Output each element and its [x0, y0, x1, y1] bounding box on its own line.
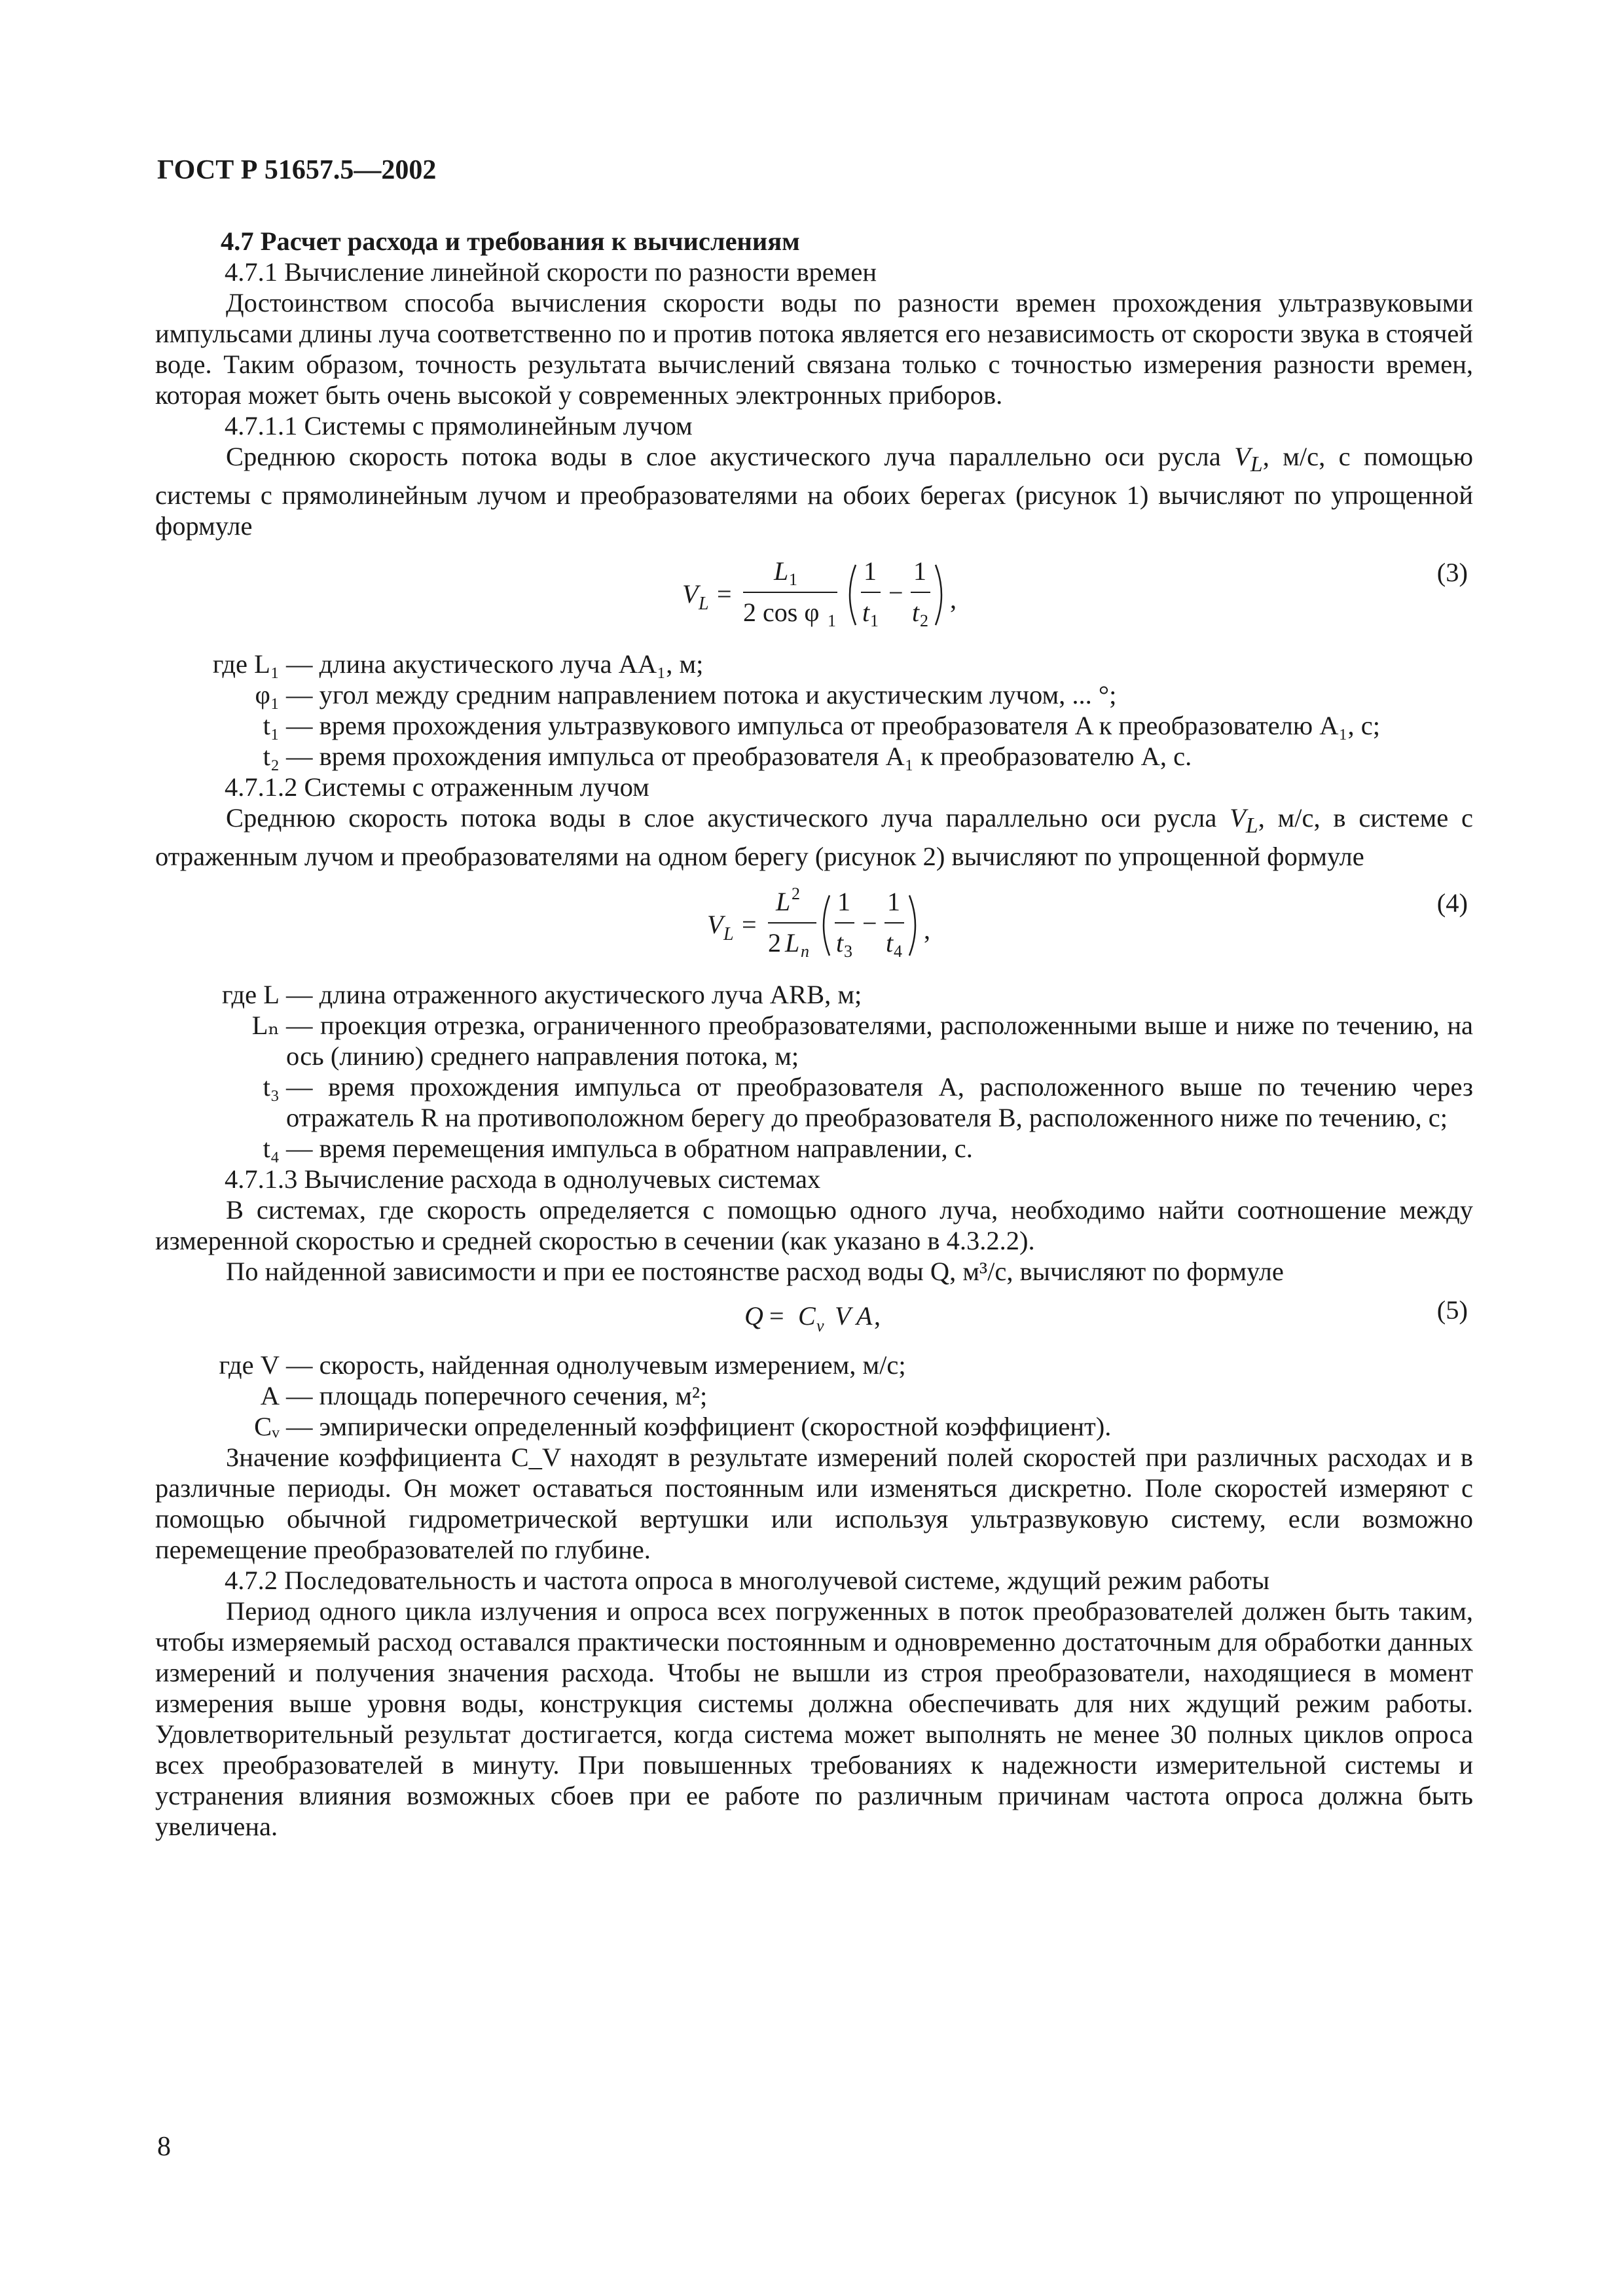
- legend-row: [155, 1411, 1473, 1442]
- formula-5: [155, 1287, 1473, 1350]
- legend-description: — время прохождения ультразвукового импульса от преобразователя A к преобразователю A₁, с;: [286, 711, 1381, 741]
- svg-text:1: 1: [789, 570, 797, 590]
- svg-text:=: =: [717, 579, 732, 609]
- svg-text:,: ,: [874, 1301, 881, 1331]
- legend-description: — проекция отрезка, ограниченного преобразователями, расположенными выше и ниже по течению, на ось (линию) среднего направления потока, м;: [286, 1011, 1473, 1071]
- legend-description: — длина акустического луча AA₁, м;: [286, 649, 704, 679]
- formula-3-legend: [155, 649, 1473, 772]
- svg-text:1: 1: [828, 611, 836, 631]
- formula-5-legend: [155, 1350, 1473, 1442]
- section-4-7-1-3-paragraph-1: В системах, где скорость определяется с помощью одного луча, необходимо найти соотношение между измеренной скоростью и средней скоростью в сечении (как указано в 4.3.2.2).: [155, 1195, 1473, 1256]
- legend-symbol: где V: [219, 1350, 280, 1380]
- document-body: [155, 226, 1473, 1842]
- legend-description: — эмпирически определенный коэффициент (скоростной коэффициент).: [286, 1412, 1112, 1442]
- section-4-7-2-paragraph: Период одного цикла излучения и опроса всех погруженных в поток преобразователей должен быть таким, чтобы измеряемый расход оставался практически постоянным и одновременно достаточным для обработки данных измерений и получения значения расхода. Чтобы не вышли из строя преобразователи, находящиеся в момент измерения выше уровня воды, конструкция системы должна обеспечивать для них ждущий режим работы. Удовлетворительный результат достигается, когда система может выполнять не менее 30 полных циклов опроса всех преобразователей в минуту. При повышенных требованиях к надежности измерительной системы и устранения влияния возможных сбоев при ее работе по различным причинам частота опроса должна быть увеличена.: [155, 1596, 1473, 1842]
- formula-4-legend: [155, 979, 1473, 1164]
- svg-text:2 cos φ: 2 cos φ: [743, 598, 820, 628]
- svg-text:1: 1: [870, 611, 879, 631]
- legend-description: — угол между средним направлением потока и акустическим лучом, ... °;: [286, 680, 1117, 710]
- svg-text:,: ,: [924, 915, 930, 945]
- svg-text:4: 4: [894, 942, 902, 961]
- legend-row: [155, 979, 1473, 1010]
- section-4-7-1-2-title: 4.7.1.2 Системы с отраженным лучом: [225, 772, 649, 802]
- svg-text:=: =: [769, 1301, 784, 1331]
- svg-text:1: 1: [913, 556, 926, 586]
- legend-symbol: t₄: [263, 1134, 280, 1164]
- svg-text:1: 1: [837, 887, 850, 917]
- svg-text:V: V: [682, 579, 699, 609]
- svg-text:2: 2: [792, 884, 800, 904]
- section-4-7-1-1-paragraph: Среднюю скорость потока воды в слое акустического луча параллельно оси русла $V_L$, м/с, с помощью системы с прямолинейным лучом и преобразователями на обоих берегах (рисунок 1) вычисляют по упрощенной формуле: [155, 442, 1474, 541]
- legend-symbol: Lₙ: [251, 1011, 280, 1041]
- svg-text:t: t: [886, 928, 894, 958]
- svg-text:,: ,: [950, 584, 957, 615]
- formula-4-graphic: [155, 874, 1473, 979]
- legend-row: [155, 649, 1473, 679]
- svg-text:L: L: [785, 928, 800, 958]
- svg-text:2: 2: [768, 928, 781, 958]
- formula-4-number: (4): [1436, 888, 1468, 918]
- legend-symbol: t₁: [263, 711, 280, 741]
- legend-row: [155, 1071, 1473, 1133]
- legend-description: — длина отраженного акустического луча ARB, м;: [286, 980, 862, 1010]
- svg-text:L: L: [774, 556, 789, 586]
- section-4-7-1-paragraph: Достоинством способа вычисления скорости воды по разности времен прохождения ультразвуковыми импульсами длины луча соответственно по и против потока является его независимость от скорости звука в стоячей воде. Таким образом, точность результата вычислений связана только с точностью измерения разности времен, которая может быть очень высокой у современных электронных приборов.: [155, 288, 1473, 410]
- svg-text:L: L: [699, 594, 709, 615]
- legend-row: [155, 1380, 1473, 1411]
- svg-text:C: C: [798, 1301, 816, 1331]
- formula-3-number: (3): [1436, 558, 1468, 588]
- section-4-7-1-3-paragraph-2: По найденной зависимости и при ее постоянстве расход воды Q, м³/с, вычисляют по формуле: [226, 1257, 1284, 1287]
- section-4-7-1-2-paragraph: Среднюю скорость потока воды в слое акустического луча параллельно оси русла $V_L$, м/с, в системе с отраженным лучом и преобразователями на одном берегу (рисунок 2) вычисляют по упрощенной формуле: [155, 803, 1473, 872]
- svg-text:L: L: [776, 887, 791, 917]
- svg-text:3: 3: [844, 942, 852, 961]
- legend-symbol: t₂: [263, 742, 280, 772]
- legend-symbol: Cᵥ: [254, 1412, 280, 1442]
- legend-symbol: φ₁: [255, 680, 280, 710]
- svg-text:=: =: [742, 910, 757, 940]
- legend-symbol: A: [260, 1381, 280, 1411]
- svg-text:1: 1: [864, 556, 877, 586]
- formula-5-graphic: [155, 1287, 1473, 1350]
- legend-symbol: где L: [221, 980, 280, 1010]
- svg-text:Q: Q: [744, 1301, 763, 1331]
- svg-text:t: t: [836, 928, 844, 958]
- legend-description: — площадь поперечного сечения, м²;: [286, 1381, 708, 1411]
- legend-description: — время прохождения импульса от преобразователя A₁ к преобразователю A, с.: [286, 742, 1192, 772]
- document-header: ГОСТ Р 51657.5—2002: [157, 155, 437, 185]
- svg-text:V A: V A: [835, 1301, 873, 1331]
- legend-symbol: t₃: [263, 1072, 280, 1102]
- formula-3: [155, 544, 1473, 649]
- svg-text:2: 2: [920, 611, 928, 631]
- legend-row: [155, 679, 1473, 710]
- legend-row: [155, 741, 1473, 772]
- legend-description: — скорость, найденная однолучевым измерением, м/с;: [286, 1350, 906, 1380]
- svg-text:V: V: [707, 910, 723, 940]
- legend-row: [155, 1133, 1473, 1164]
- svg-text:−: −: [862, 908, 877, 939]
- legend-row: [155, 1010, 1473, 1071]
- svg-text:1: 1: [887, 887, 900, 917]
- svg-text:−: −: [888, 578, 903, 608]
- svg-text:L: L: [723, 924, 734, 945]
- legend-row: [155, 710, 1473, 741]
- section-4-7-1-3-title: 4.7.1.3 Вычисление расхода в однолучевых системах: [225, 1164, 821, 1194]
- section-4-7-1-3-paragraph-3: Значение коэффициента C_V находят в результате измерений полей скоростей при различных расходах и в различные периоды. Он может оставаться постоянным или изменяться дискретно. Поле скоростей измеряют с помощью обычной гидрометрической вертушки или используя ультразвуковую систему, если возможно перемещение преобразователей по глубине.: [155, 1443, 1473, 1565]
- svg-text:t: t: [912, 598, 920, 628]
- section-4-7-2-title: 4.7.2 Последовательность и частота опроса в многолучевой системе, ждущий режим работы: [225, 1566, 1270, 1596]
- svg-text:n: n: [801, 942, 809, 961]
- legend-description: — время прохождения импульса от преобразователя A, расположенного выше по течению через отражатель R на противоположном берегу до преобразователя B, расположенного ниже по течению, с;: [286, 1072, 1473, 1133]
- svg-text:t: t: [862, 598, 870, 628]
- formula-3-graphic: [155, 544, 1473, 649]
- legend-symbol: где L₁: [212, 649, 280, 679]
- formula-4: [155, 874, 1473, 979]
- page-number: 8: [157, 2132, 171, 2162]
- svg-text:v: v: [816, 1316, 824, 1336]
- section-4-7-1-title: 4.7.1 Вычисление линейной скорости по разности времен: [225, 257, 877, 287]
- formula-5-number: (5): [1436, 1295, 1468, 1325]
- legend-description: — время перемещения импульса в обратном направлении, с.: [286, 1134, 973, 1164]
- legend-row: [155, 1350, 1473, 1380]
- section-4-7-1-1-title: 4.7.1.1 Системы с прямолинейным лучом: [225, 411, 693, 440]
- section-4-7-title: 4.7 Расчет расхода и требования к вычислениям: [221, 226, 800, 256]
